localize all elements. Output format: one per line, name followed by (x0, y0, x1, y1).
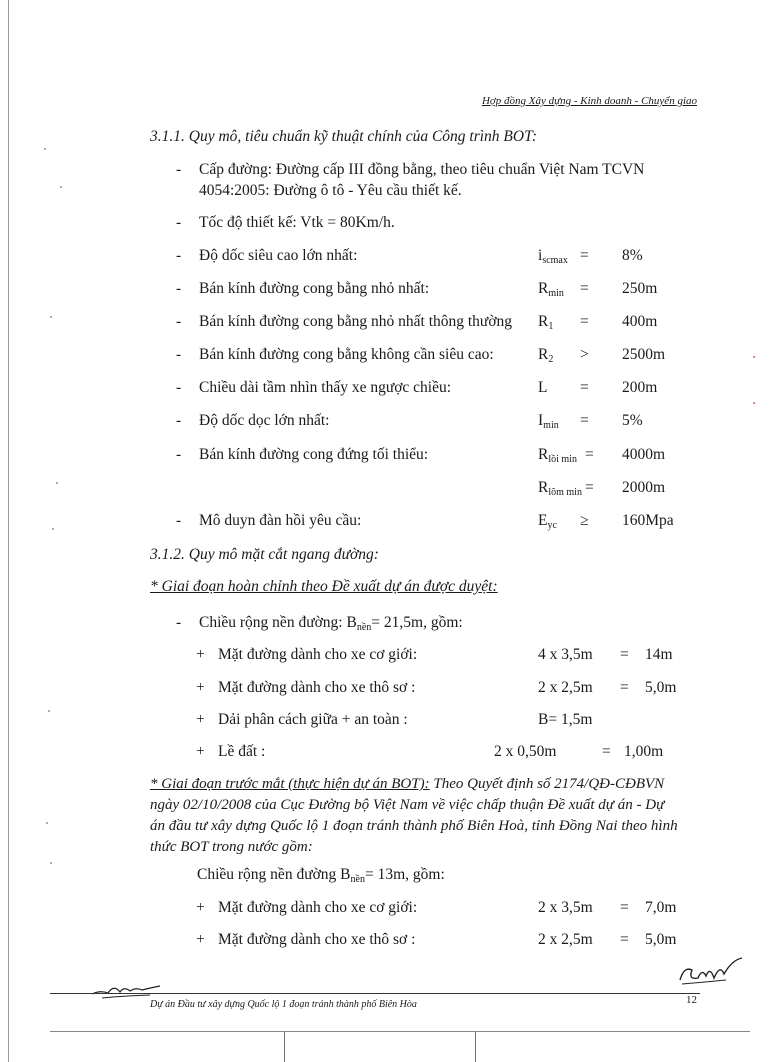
spec-value: 160Mpa (622, 512, 674, 529)
bullet-dash: - (176, 412, 182, 429)
spec-value: 4000m (622, 446, 666, 463)
spec-value: 8% (622, 247, 643, 264)
item-calc: 2 x 2,5m (538, 931, 593, 948)
design-speed: Tốc độ thiết kế: Vtk = 80Km/h. (199, 214, 395, 231)
spec-symbol-sub: 1 (548, 321, 554, 332)
scan-speck (48, 710, 50, 712)
item-calc: 2 x 0,50m (494, 743, 557, 760)
item-calc: 2 x 3,5m (538, 899, 593, 916)
phase1-width-sub: nền (356, 622, 372, 633)
running-header: Hợp đồng Xây dựng - Kinh doanh - Chuyển giao (481, 95, 697, 107)
item-result: 7,0m (645, 899, 677, 916)
bullet-dash: - (176, 614, 182, 631)
spec-label: Bán kính đường cong bằng không cần siêu cao: (199, 346, 494, 363)
spec-operator: = (585, 479, 594, 496)
scan-line (284, 1032, 285, 1062)
bullet-plus: + (196, 711, 205, 728)
phase2-para-line-4: thức BOT trong nước gồm: (150, 839, 313, 855)
spec-symbol-main: E (538, 512, 548, 529)
item-result: 5,0m (645, 679, 677, 696)
bullet-dash: - (176, 214, 182, 231)
bullet-plus: + (196, 931, 205, 948)
item-label: Mặt đường dành cho xe thô sơ : (218, 931, 416, 948)
spec-symbol-sub: yc (547, 520, 557, 531)
spec-symbol (538, 512, 557, 530)
spec-symbol (538, 412, 559, 430)
phase2-para-line-1: Theo Quyết định số 2174/QĐ-CĐBVN (433, 776, 665, 792)
bullet-plus: + (196, 679, 205, 696)
scan-speck (50, 316, 52, 318)
spec-label: Bán kính đường cong bằng nhỏ nhất thông thường (199, 313, 513, 330)
spec-symbol (538, 479, 582, 497)
item-label: Mặt đường dành cho xe thô sơ : (218, 679, 416, 696)
spec-symbol (538, 247, 568, 265)
spec-operator: = (580, 412, 589, 429)
bullet-dash: - (176, 313, 182, 330)
spec-label: Độ dốc siêu cao lớn nhất: (199, 247, 358, 264)
bullet-plus: + (196, 743, 205, 760)
scan-speck (60, 186, 62, 188)
phase1-width-pre: Chiều rộng nền đường: B (199, 614, 357, 631)
spec-label: Bán kính đường cong bằng nhỏ nhất: (199, 280, 430, 297)
item-equals: = (620, 931, 629, 948)
phase2-para-line-3: án đầu tư xây dựng Quốc lộ 1 đoạn tránh thành phố Biên Hoà, tỉnh Đồng Nai theo hình (150, 818, 678, 834)
bullet-dash: - (176, 346, 182, 363)
spec-operator: ≥ (580, 512, 589, 529)
item-label: Mặt đường dành cho xe cơ giới: (218, 646, 418, 663)
spec-operator: = (580, 280, 589, 297)
spec-symbol-main: i (538, 247, 543, 264)
spec-symbol (538, 280, 564, 298)
bullet-plus: + (196, 899, 205, 916)
spec-symbol-sub: lõm min (548, 487, 582, 498)
spec-symbol-main: R (538, 446, 549, 463)
phase2-width (197, 866, 445, 884)
scan-speck (52, 528, 54, 530)
item-equals: = (620, 899, 629, 916)
spec-operator: = (580, 247, 589, 264)
spec-operator: = (580, 379, 589, 396)
scan-speck (56, 482, 58, 484)
bullet-dash: - (176, 161, 182, 178)
scan-speck (44, 148, 46, 150)
scan-speck (753, 356, 755, 358)
initials-signature-right (676, 956, 746, 988)
spec-label: Bán kính đường cong đứng tối thiểu: (199, 446, 429, 463)
scan-edge (8, 0, 9, 1062)
spec-value: 2500m (622, 346, 666, 363)
spec-symbol-sub: min (548, 288, 564, 299)
bullet-dash: - (176, 247, 182, 264)
spec-symbol (538, 313, 553, 331)
spec-symbol-sub: 2 (548, 354, 554, 365)
footer-rule (50, 993, 700, 994)
intro-line-1: Cấp đường: Đường cấp III đồng bằng, theo tiêu chuẩn Việt Nam TCVN (199, 161, 645, 178)
scan-line (475, 1032, 476, 1062)
phase1-heading: * Giai đoạn hoàn chỉnh theo Đề xuất dự án được duyệt: (150, 578, 498, 595)
phase2-width-post: = 13m, gồm: (364, 866, 445, 883)
spec-operator: > (580, 346, 589, 363)
phase2-width-pre: Chiều rộng nền đường B (197, 866, 351, 883)
spec-symbol-main: R (538, 479, 549, 496)
spec-symbol (538, 379, 547, 397)
item-equals: = (620, 646, 629, 663)
scan-speck (753, 402, 755, 404)
item-label: Mặt đường dành cho xe cơ giới: (218, 899, 418, 916)
spec-operator: = (585, 446, 594, 463)
spec-value: 5% (622, 412, 643, 429)
spec-symbol (538, 346, 553, 364)
spec-symbol-main: L (538, 379, 548, 396)
section-311-title: 3.1.1. Quy mô, tiêu chuẩn kỹ thuật chính của Công trình BOT: (150, 128, 538, 145)
spec-symbol-main: R (538, 280, 549, 297)
bullet-plus: + (196, 646, 205, 663)
item-equals: = (602, 743, 611, 760)
item-calc: 2 x 2,5m (538, 679, 593, 696)
item-result: 5,0m (645, 931, 677, 948)
spec-label: Chiều dài tầm nhìn thấy xe ngược chiều: (199, 379, 452, 396)
spec-symbol-sub: lồi min (548, 454, 577, 465)
item-result: 1,00m (624, 743, 664, 760)
spec-operator: = (580, 313, 589, 330)
bullet-dash: - (176, 446, 182, 463)
spec-symbol-sub: scmax (542, 255, 568, 266)
spec-symbol-main: R (538, 313, 549, 330)
phase1-width-post: = 21,5m, gồm: (371, 614, 463, 631)
item-result: 14m (645, 646, 673, 663)
spec-value: 400m (622, 313, 658, 330)
scan-speck (50, 862, 52, 864)
bullet-dash: - (176, 512, 182, 529)
phase2-width-sub: nền (350, 874, 365, 885)
page-number: 12 (686, 994, 697, 1006)
phase2-heading: * Giai đoạn trước mắt (thực hiện dự án BOT): (150, 776, 430, 792)
spec-label: Độ dốc dọc lớn nhất: (199, 412, 330, 429)
item-calc: B= 1,5m (538, 711, 593, 728)
section-312-title: 3.1.2. Quy mô mặt cắt ngang đường: (150, 546, 379, 563)
phase1-width (199, 614, 463, 632)
item-calc: 4 x 3,5m (538, 646, 593, 663)
scan-speck (46, 822, 48, 824)
spec-value: 2000m (622, 479, 666, 496)
spec-symbol (538, 446, 577, 464)
bullet-dash: - (176, 379, 182, 396)
intro-line-2: 4054:2005: Đường ô tô - Yêu cầu thiết kế. (199, 182, 462, 199)
item-label: Dải phân cách giữa + an toàn : (218, 711, 408, 728)
spec-symbol-main: R (538, 346, 549, 363)
item-equals: = (620, 679, 629, 696)
spec-value: 200m (622, 379, 658, 396)
phase2-paragraph (150, 774, 710, 858)
scan-rule (50, 1031, 750, 1032)
phase2-para-line-2: ngày 02/10/2008 của Cục Đường bộ Việt Nam về việc chấp thuận Đề xuất dự án - Dự (150, 797, 665, 813)
spec-symbol-sub: min (543, 420, 559, 431)
footer-text: Dự án Đầu tư xây dựng Quốc lộ 1 đoạn tránh thành phố Biên Hòa (150, 999, 417, 1010)
item-label: Lề đất : (218, 743, 266, 760)
spec-label: Mô duyn đàn hồi yêu cầu: (199, 512, 362, 529)
spec-value: 250m (622, 280, 658, 297)
spec-symbol-main: I (538, 412, 544, 429)
bullet-dash: - (176, 280, 182, 297)
